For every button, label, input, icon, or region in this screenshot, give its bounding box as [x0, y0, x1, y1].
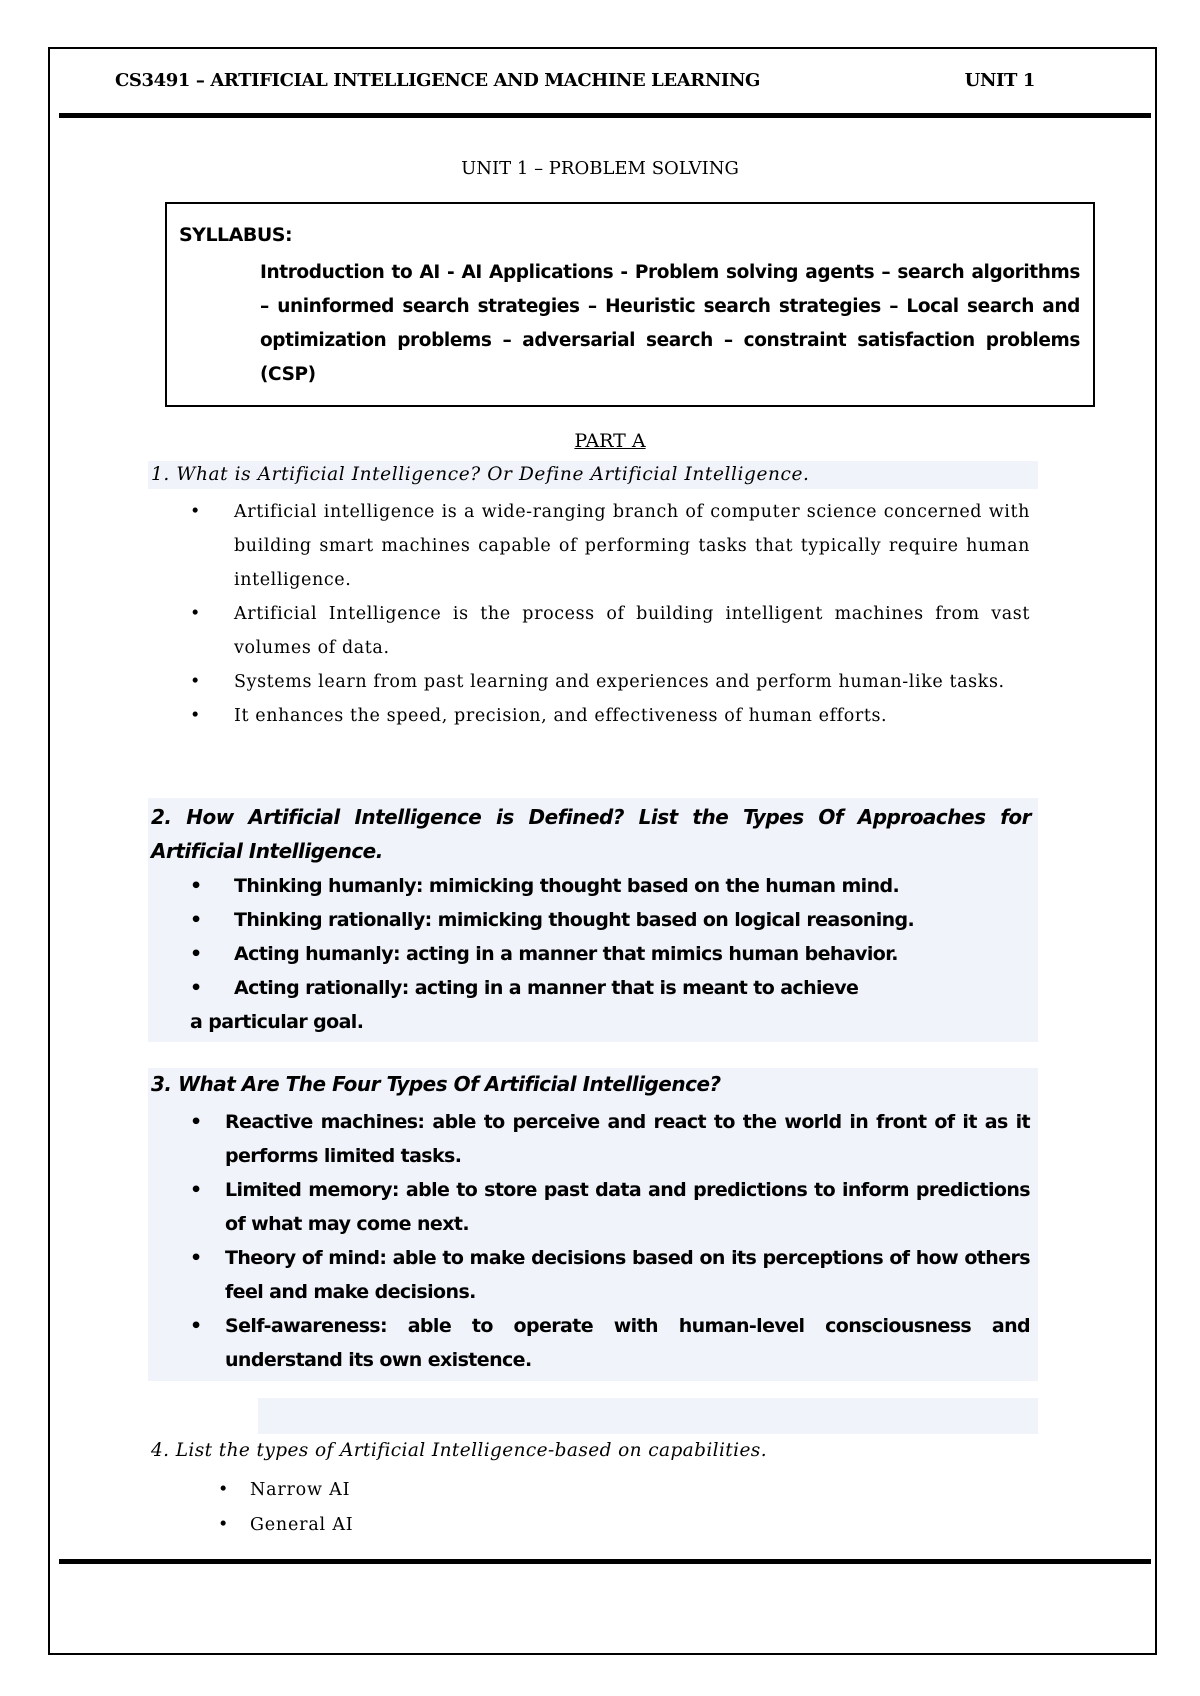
list-item-text: General AI — [250, 1515, 354, 1535]
empty-highlight — [258, 1398, 1038, 1434]
question-2-title: 2. How Artificial Intelligence is Defined? List the Types Of Approaches for Artificial Intelligence. — [151, 805, 1031, 863]
bullet-icon: • — [190, 604, 201, 624]
bullet-icon: • — [218, 1515, 230, 1535]
question-2-list — [190, 869, 1050, 1039]
header-rule — [59, 113, 1151, 118]
question-4-title: 4. List the types of Artificial Intelligence-based on capabilities. — [151, 1440, 767, 1461]
list-item-text: Thinking humanly: mimicking thought based on the human mind. — [234, 875, 900, 897]
list-item-text: Artificial Intelligence is the process of building intelligent machines from vast volumes of data. — [234, 604, 1030, 658]
list-item-text: It enhances the speed, precision, and effectiveness of human efforts. — [234, 706, 888, 726]
list-item — [190, 597, 1030, 665]
footer-rule — [59, 1559, 1151, 1564]
syllabus-box — [165, 202, 1095, 407]
bullet-icon: • — [190, 672, 201, 692]
list-item — [190, 665, 1030, 699]
bullet-icon: • — [218, 1480, 230, 1500]
bullet-icon: • — [190, 977, 202, 999]
list-item-text: Limited memory: able to store past data and predictions to inform predictions of what may come next. — [225, 1179, 1030, 1235]
list-item — [190, 971, 870, 1039]
course-title: CS3491 – ARTIFICIAL INTELLIGENCE AND MACHINE LEARNING — [115, 70, 760, 91]
unit-label: UNIT 1 — [964, 70, 1035, 91]
bullet-icon: • — [190, 502, 201, 522]
list-item — [190, 1241, 1030, 1309]
question-3-title: 3. What Are The Four Types Of Artificial Intelligence? — [151, 1072, 721, 1096]
bullet-icon: • — [190, 943, 202, 965]
list-item — [190, 1309, 1030, 1377]
list-item — [218, 1508, 353, 1543]
bullet-icon: • — [190, 1247, 202, 1269]
list-item — [190, 1173, 1030, 1241]
list-item — [218, 1473, 353, 1508]
bullet-icon: • — [190, 1179, 202, 1201]
list-item — [190, 869, 1050, 903]
bullet-icon: • — [190, 1111, 202, 1133]
question-4-list — [218, 1473, 353, 1543]
bullet-icon: • — [190, 1315, 202, 1337]
unit-heading: UNIT 1 – PROBLEM SOLVING — [461, 158, 739, 179]
list-item-text: Reactive machines: able to perceive and react to the world in front of it as it performs limited tasks. — [225, 1111, 1030, 1167]
list-item-text: Self-awareness: able to operate with human-level consciousness and understand its own existence. — [225, 1315, 1030, 1371]
bullet-icon: • — [190, 706, 201, 726]
list-item-text: Systems learn from past learning and experiences and perform human-like tasks. — [234, 672, 1005, 692]
question-1-title: 1. What is Artificial Intelligence? Or Define Artificial Intelligence. — [151, 464, 810, 485]
list-item — [190, 903, 1050, 937]
list-item-text: Acting rationally: acting in a manner that is meant to achieve a particular goal. — [190, 977, 859, 1033]
list-item — [190, 1105, 1030, 1173]
list-item — [190, 699, 1030, 733]
list-item — [190, 937, 1050, 971]
list-item-text: Theory of mind: able to make decisions based on its perceptions of how others feel and make decisions. — [225, 1247, 1030, 1303]
list-item-text: Narrow AI — [250, 1480, 351, 1500]
part-title: PART A — [574, 430, 646, 452]
syllabus-text: Introduction to AI - AI Applications - Problem solving agents – search algorithms – uninformed search strategies – Heuristic search strategies – Local search and optimization problems – adversarial search – constraint satisfaction problems (CSP) — [260, 262, 1080, 385]
list-item-text: Acting humanly: acting in a manner that mimics human behavior. — [234, 943, 898, 965]
list-item-text: Artificial intelligence is a wide-ranging branch of computer science concerned with building smart machines capable of performing tasks that typically require human intelligence. — [234, 502, 1030, 590]
list-item — [190, 495, 1030, 597]
bullet-icon: • — [190, 875, 202, 897]
syllabus-label: SYLLABUS: — [179, 224, 293, 246]
list-item-text: Thinking rationally: mimicking thought based on logical reasoning. — [234, 909, 915, 931]
page-header — [115, 70, 1035, 102]
question-3-list — [190, 1105, 1030, 1377]
question-1-list — [190, 495, 1030, 733]
bullet-icon: • — [190, 909, 202, 931]
